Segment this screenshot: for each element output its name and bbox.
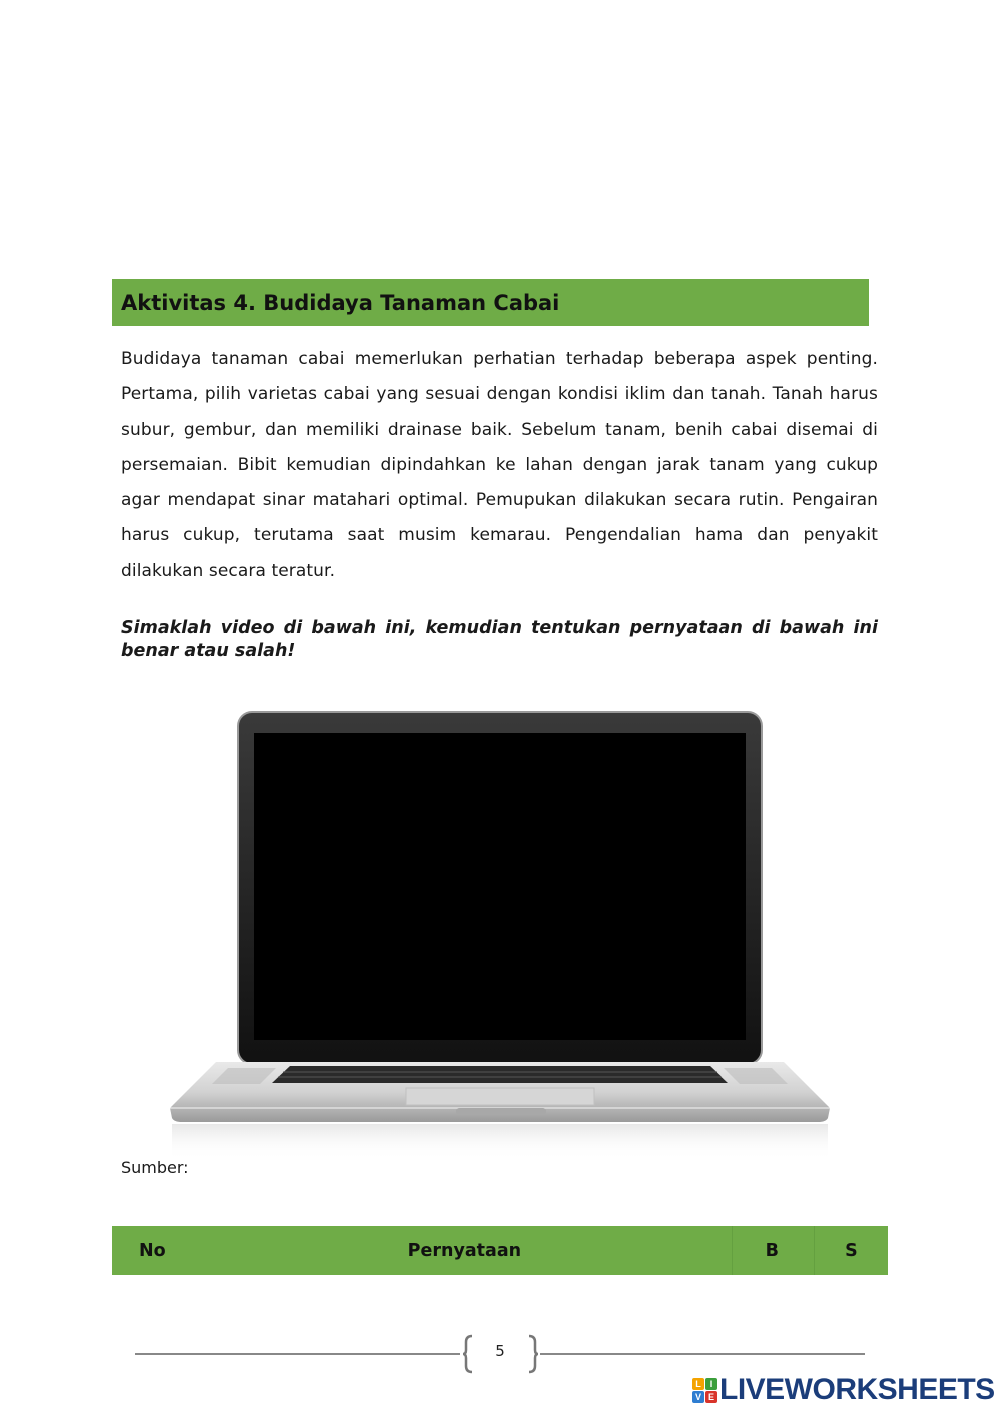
section-title-bar: [112, 279, 869, 326]
statement-table-header: [112, 1226, 888, 1275]
footer-divider-right: [540, 1353, 865, 1355]
instruction-text: Simaklah video di bawah ini, kemudian tentukan pernyataan di bawah ini benar atau salah!: [121, 618, 878, 661]
column-header-no: No: [139, 1240, 166, 1261]
video-player-laptop[interactable]: [168, 710, 832, 1165]
right-bracket-icon: [527, 1334, 539, 1374]
logo-letter: L: [692, 1378, 704, 1390]
column-header-statement: Pernyataan: [197, 1226, 733, 1275]
logo-letter: E: [705, 1391, 717, 1403]
brand-name: LIVEWORKSHEETS: [720, 1373, 995, 1406]
column-header-true: B: [731, 1226, 815, 1275]
logo-letter: I: [705, 1378, 717, 1390]
column-header-false: S: [845, 1240, 858, 1261]
laptop-icon: [168, 710, 832, 1165]
left-bracket-icon: [462, 1334, 474, 1374]
body-paragraph: Budidaya tanaman cabai memerlukan perhatian terhadap beberapa aspek penting. Pertama, pilih varietas cabai yang sesuai dengan kondisi iklim dan tanah. Tanah harus subur, gembur, dan memiliki drainase baik. Sebelum tanam, benih cabai disemai di persemaian. Bibit kemudian dipindahkan ke lahan dengan jarak tanam yang cukup agar mendapat sinar matahari optimal. Pemupukan dilakukan secara rutin. Pengairan harus cukup, terutama saat musim kemarau. Pengendalian hama dan penyakit dilakukan secara teratur.: [121, 349, 878, 581]
source-label: Sumber:: [121, 1158, 189, 1177]
page-number: 5: [495, 1342, 505, 1360]
liveworksheets-logo: [692, 1374, 995, 1406]
section-title: Aktivitas 4. Budidaya Tanaman Cabai: [121, 290, 560, 315]
footer-divider-left: [135, 1353, 460, 1355]
logo-letter: V: [692, 1391, 704, 1403]
logo-grid-icon: [692, 1378, 717, 1403]
